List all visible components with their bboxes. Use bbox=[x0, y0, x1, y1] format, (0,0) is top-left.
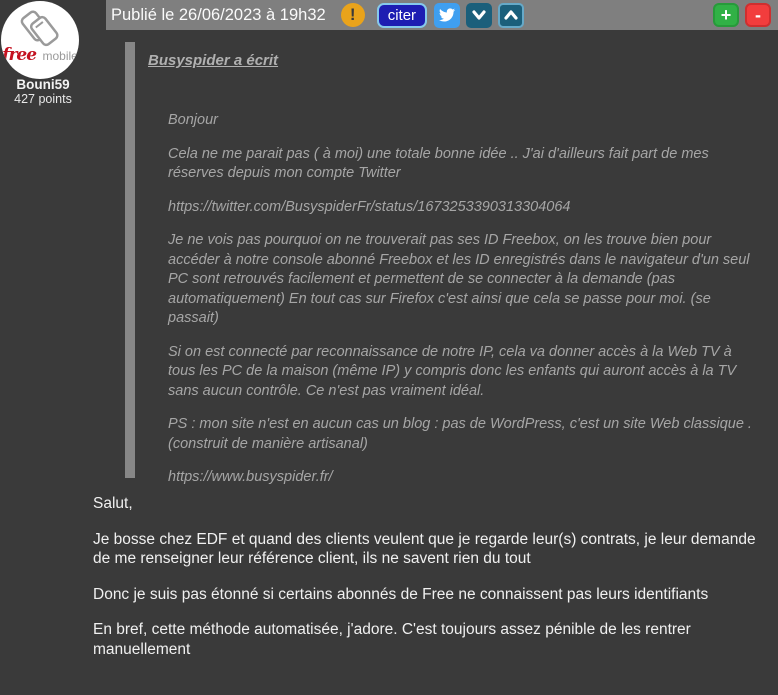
quote-left-bar bbox=[125, 42, 135, 478]
quote-link-busyspider[interactable]: https://www.busyspider.fr/ bbox=[168, 469, 333, 485]
quoted-post bbox=[125, 42, 770, 502]
quote-body bbox=[168, 111, 760, 488]
reply-paragraph: Salut, bbox=[93, 495, 133, 512]
brand-free-text: free bbox=[2, 45, 37, 65]
post-header-bar bbox=[106, 0, 778, 30]
downvote-minus-button[interactable]: - bbox=[745, 3, 771, 27]
chevron-down-icon bbox=[471, 8, 487, 22]
avatar[interactable] bbox=[1, 1, 79, 79]
quote-paragraph: Je ne vois pas pourquoi on ne trouverait pas ses ID Freebox, on les trouve bien pour accéder à notre console abonné Freebox et les ID enregistrés dans le navigateur d'un seul PC sont retrouvés facilement et permettent de se connecter à la demande (pas automatiquement) En tout cas sur Firefox c'est ainsi que cela se passe pour moi. (se passait) bbox=[168, 232, 750, 326]
quote-paragraph: Cela ne me parait pas ( à moi) une totale bonne idée .. J'ai d'ailleurs fait part de mes réserves depuis mon compte Twitter bbox=[168, 145, 709, 181]
twitter-share-button[interactable] bbox=[434, 3, 460, 28]
quote-citer-button[interactable]: citer bbox=[377, 3, 427, 28]
free-mobile-logo bbox=[1, 45, 79, 65]
scroll-top-button[interactable] bbox=[498, 3, 524, 28]
author-username[interactable]: Bouni59 bbox=[16, 77, 70, 92]
reply-message bbox=[93, 494, 765, 675]
collapse-post-button[interactable] bbox=[466, 3, 492, 28]
quote-paragraph: Bonjour bbox=[168, 112, 218, 128]
post-published-date: Publié le 26/06/2023 à 19h32 bbox=[111, 5, 326, 24]
author-points: 427 points bbox=[14, 92, 72, 106]
brand-mobile-text: mobile bbox=[42, 49, 78, 63]
reply-paragraph: En bref, cette méthode automatisée, j'adore. C'est toujours assez pénible de les rentrer manuellement bbox=[93, 621, 691, 658]
reply-paragraph: Donc je suis pas étonné si certains abonnés de Free ne connaissent pas leurs identifiants bbox=[93, 585, 709, 603]
quote-author-title[interactable]: Busyspider a écrit bbox=[148, 52, 279, 69]
twitter-bird-icon bbox=[439, 8, 456, 23]
chevron-up-icon bbox=[503, 8, 519, 22]
reply-paragraph: Je bosse chez EDF et quand des clients veulent que je regarde leur(s) contrats, je leur demande de me renseigner leur référence client, ils ne savent rien du tout bbox=[93, 530, 756, 567]
upvote-plus-button[interactable]: + bbox=[713, 3, 739, 27]
quote-link-twitter-status[interactable]: https://twitter.com/BusyspiderFr/status/1673253390313304064 bbox=[168, 198, 571, 215]
report-warning-icon[interactable]: ! bbox=[341, 3, 365, 27]
quote-paragraph: PS : mon site n'est en aucun cas un blog : pas de WordPress, c'est un site Web classique . (construit de manière artisanal) bbox=[168, 416, 752, 452]
quote-paragraph: Si on est connecté par reconnaissance de notre IP, cela va donner accès à la Web TV à tous les PC de la maison (même IP) y compris donc les enfants qui auront accès à la TV sans aucun contrôle. Ce n'est pas vraiment idéal. bbox=[168, 343, 737, 399]
